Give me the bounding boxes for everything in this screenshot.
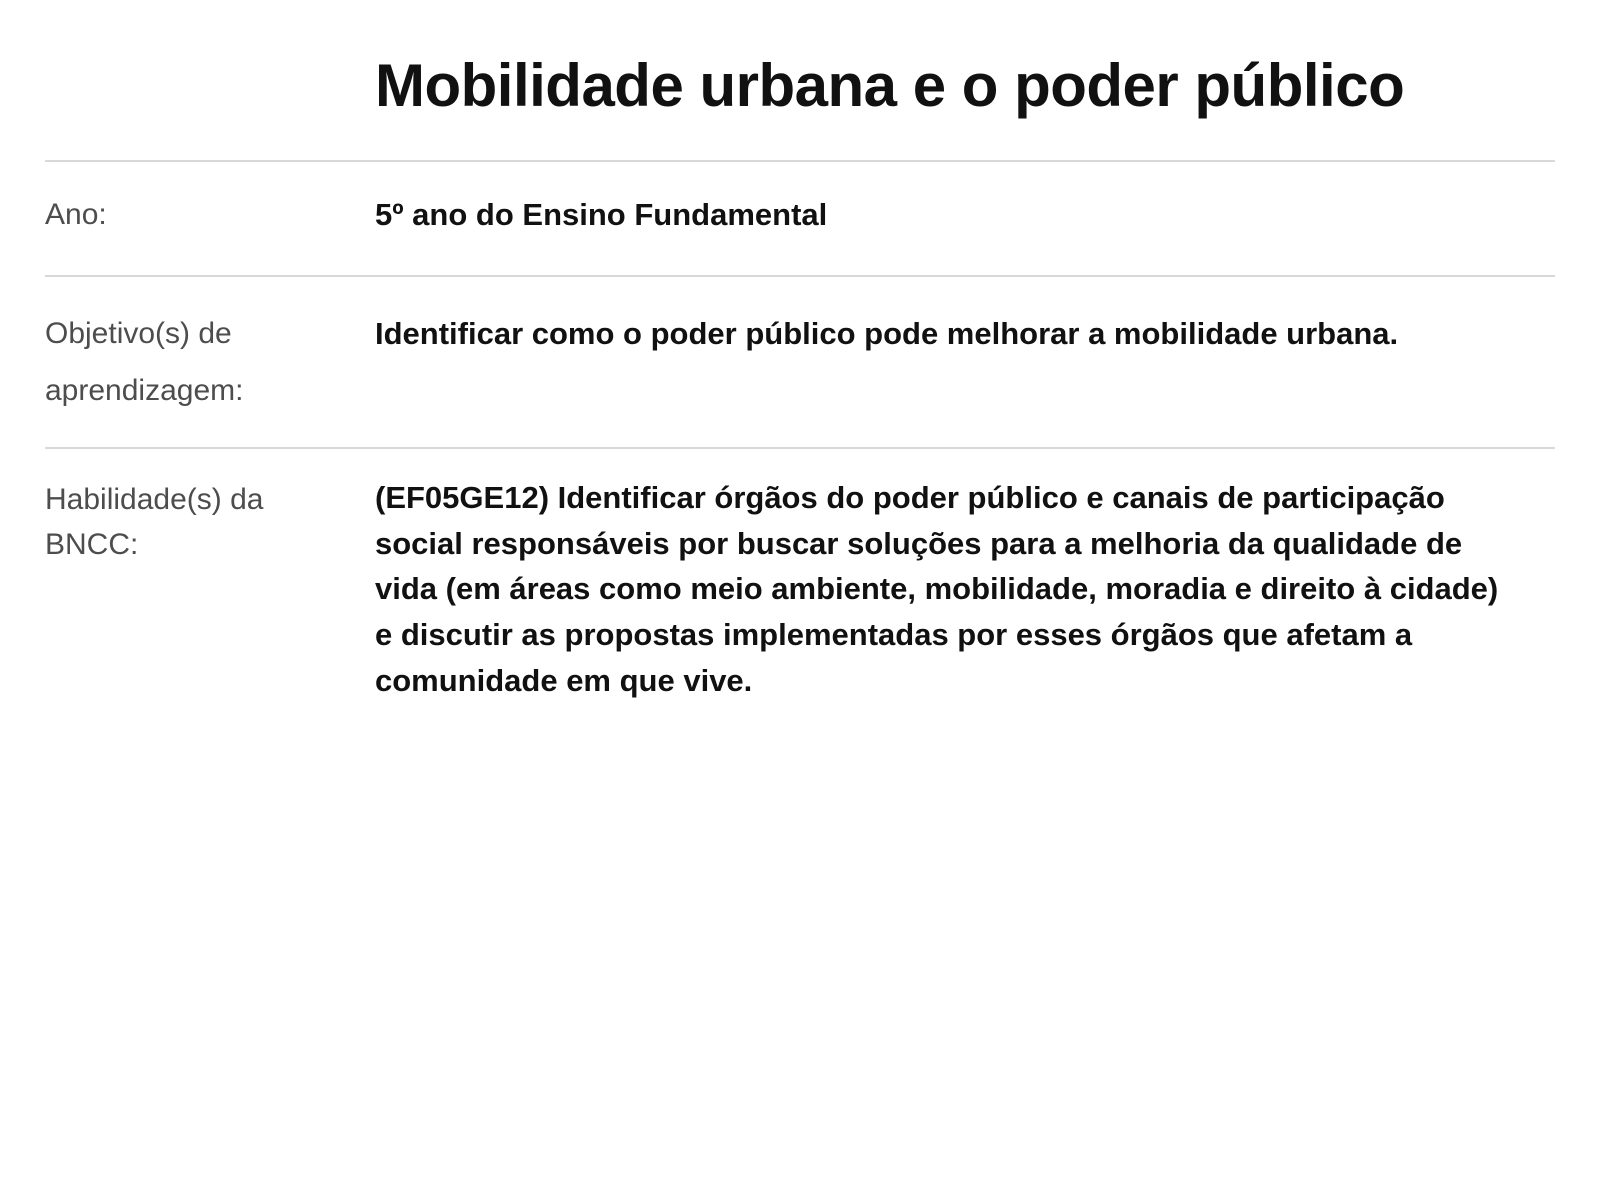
table-row — [45, 447, 1555, 729]
row-value-objetivos-aprendizagem: Identificar como o poder público pode melhorar a mobilidade urbana. — [375, 316, 1399, 352]
page-title: Mobilidade urbana e o poder público — [375, 52, 1405, 119]
table-row — [45, 275, 1555, 447]
row-label-ano: Ano: — [45, 198, 107, 232]
row-value-habilidades-bncc: (EF05GE12) Identificar órgãos do poder público e canais de participação social responsáveis por buscar soluções para a melhoria da qualidade de vida (em áreas como meio ambiente, mobilidade, moradia e direito à cidade) e discutir as propostas implementadas por esses órgãos que afetam a comunidade em que vive. — [375, 480, 1499, 698]
title-block — [0, 0, 1600, 120]
table-row — [45, 160, 1555, 275]
row-label-objetivos-aprendizagem: Objetivo(s) de aprendizagem: — [45, 317, 244, 408]
row-value-ano: 5º ano do Ensino Fundamental — [375, 197, 828, 233]
row-label-habilidades-bncc: Habilidade(s) da BNCC: — [45, 483, 264, 562]
metadata-table — [0, 160, 1600, 729]
